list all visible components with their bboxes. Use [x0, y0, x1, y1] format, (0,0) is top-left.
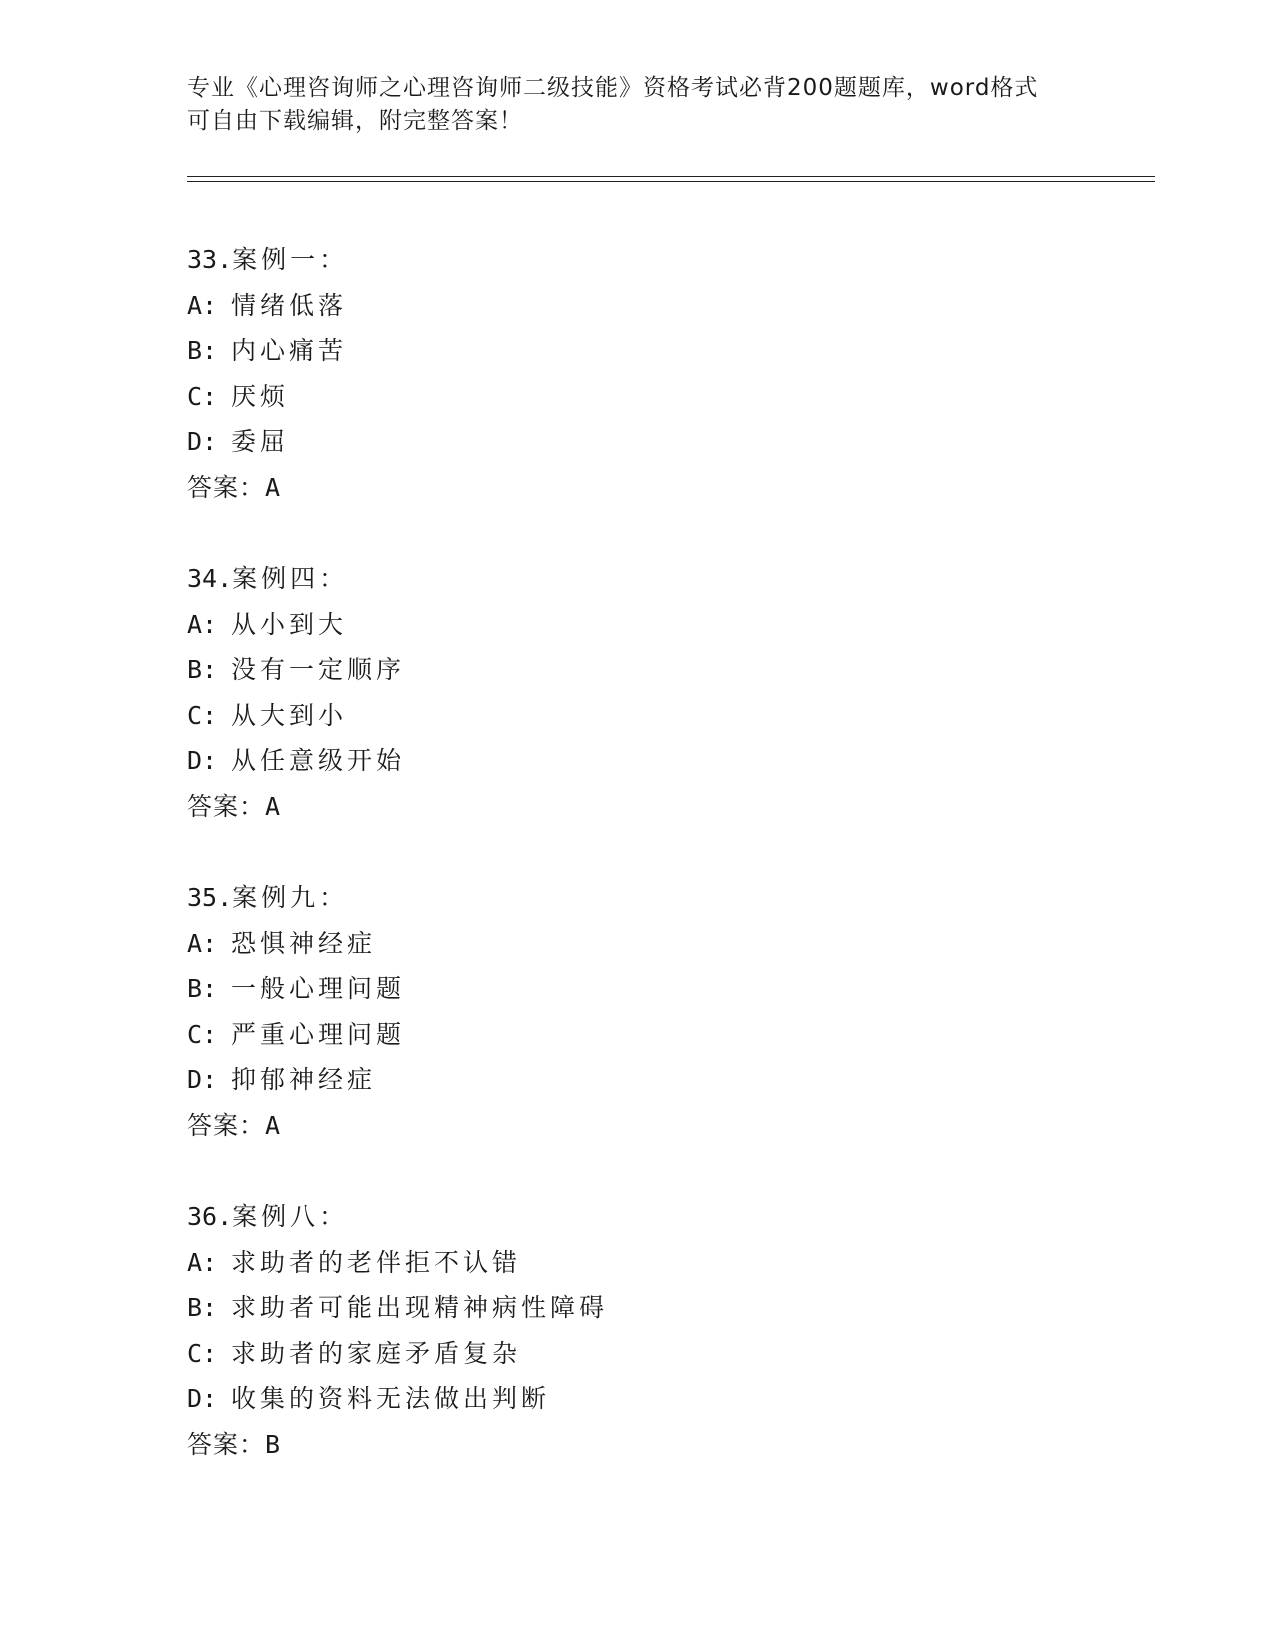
option-c: [187, 1012, 1087, 1058]
answer-line: [187, 784, 1087, 830]
option-letter: A:: [187, 1247, 218, 1277]
option-letter: D:: [187, 427, 218, 456]
question-36: [187, 1194, 1087, 1467]
option-letter: C:: [187, 1019, 218, 1049]
question-text: 案例九：: [232, 883, 349, 912]
answer-line: [187, 465, 1087, 511]
answer-label: 答案：: [187, 472, 266, 502]
document-header: [187, 72, 1087, 138]
header-line-2: 可自由下载编辑，附完整答案！: [187, 108, 523, 134]
header-divider-top: [187, 176, 1155, 177]
option-letter: A:: [187, 928, 218, 958]
option-a: [187, 283, 1087, 329]
question-list: [187, 237, 1087, 1513]
question-number: 36.: [187, 1202, 233, 1231]
option-a: [187, 1240, 1087, 1286]
option-b: [187, 647, 1087, 693]
option-a: [187, 921, 1087, 967]
header-divider-bottom: [187, 181, 1155, 182]
question-title: [187, 875, 1087, 921]
option-text: 厌烦: [231, 381, 290, 411]
option-c: [187, 693, 1087, 739]
option-b: [187, 1285, 1087, 1331]
question-text: 案例一：: [232, 245, 349, 274]
option-text: 情绪低落: [231, 290, 348, 320]
option-letter: C:: [187, 1338, 218, 1368]
option-text: 一般心理问题: [231, 974, 406, 1003]
option-letter: B:: [187, 1293, 218, 1322]
question-title: [187, 556, 1087, 602]
question-number: 34.: [187, 564, 233, 593]
option-d: [187, 738, 1087, 784]
option-c: [187, 374, 1087, 420]
answer-line: [187, 1103, 1087, 1149]
option-text: 内心痛苦: [231, 336, 348, 365]
option-text: 恐惧神经症: [231, 928, 377, 958]
option-text: 委屈: [231, 427, 290, 456]
option-letter: A:: [187, 609, 218, 639]
question-text: 案例四：: [232, 564, 349, 593]
option-text: 没有一定顺序: [231, 655, 406, 684]
option-letter: B:: [187, 655, 218, 684]
option-d: [187, 1057, 1087, 1103]
option-letter: D:: [187, 746, 218, 775]
option-text: 从任意级开始: [231, 746, 406, 775]
option-letter: A:: [187, 290, 218, 320]
answer-label: 答案：: [187, 1110, 266, 1140]
question-35: [187, 875, 1087, 1148]
answer-label: 答案：: [187, 791, 266, 821]
option-text: 求助者可能出现精神病性障碍: [231, 1293, 609, 1322]
answer-line: [187, 1422, 1087, 1468]
question-33: [187, 237, 1087, 510]
answer-value: A: [265, 791, 282, 821]
option-text: 求助者的家庭矛盾复杂: [231, 1338, 522, 1368]
option-letter: D:: [187, 1065, 218, 1094]
answer-value: A: [265, 1110, 282, 1140]
question-number: 35.: [187, 883, 233, 912]
question-title: [187, 237, 1087, 283]
option-letter: C:: [187, 381, 218, 411]
option-letter: D:: [187, 1384, 218, 1413]
option-text: 收集的资料无法做出判断: [231, 1384, 551, 1413]
option-d: [187, 419, 1087, 465]
answer-value: A: [265, 472, 282, 502]
question-number: 33.: [187, 245, 233, 274]
option-b: [187, 328, 1087, 374]
option-a: [187, 602, 1087, 648]
option-letter: B:: [187, 336, 218, 365]
header-line-1: 专业《心理咨询师之心理咨询师二级技能》资格考试必背200题题库，word格式: [187, 75, 1039, 101]
option-d: [187, 1376, 1087, 1422]
option-text: 求助者的老伴拒不认错: [231, 1247, 522, 1277]
answer-label: 答案：: [187, 1429, 266, 1459]
option-text: 从小到大: [231, 609, 348, 639]
option-text: 从大到小: [231, 700, 348, 730]
question-title: [187, 1194, 1087, 1240]
question-text: 案例八：: [232, 1202, 349, 1231]
answer-value: B: [265, 1429, 282, 1459]
option-letter: C:: [187, 700, 218, 730]
option-text: 抑郁神经症: [231, 1065, 377, 1094]
question-34: [187, 556, 1087, 829]
option-c: [187, 1331, 1087, 1377]
option-letter: B:: [187, 974, 218, 1003]
option-b: [187, 966, 1087, 1012]
option-text: 严重心理问题: [231, 1019, 406, 1049]
